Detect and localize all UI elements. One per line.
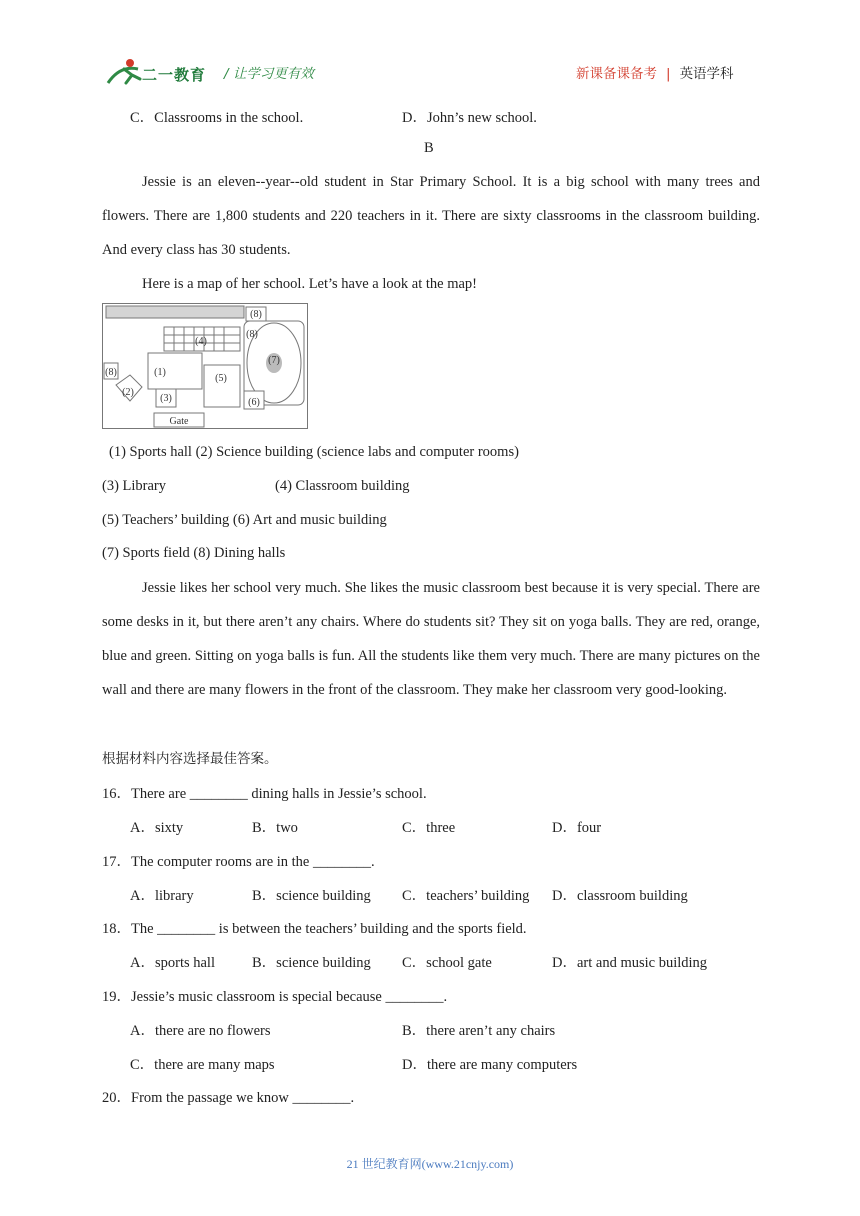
map-label-2: (2) <box>122 387 134 398</box>
header-tagline: 新课备课备考 <box>576 66 657 82</box>
section-label: B <box>424 140 434 156</box>
map-top-strip <box>106 306 244 318</box>
school-map <box>102 303 308 429</box>
q19-option-d: D．there are many computers <box>402 1057 578 1073</box>
instruction: 根据材料内容选择最佳答案。 <box>102 751 278 767</box>
q17-option-d: D．classroom building <box>552 888 688 904</box>
q19-option-c: C．there are many maps <box>130 1057 275 1073</box>
q19-option-b: B．there aren’t any chairs <box>402 1023 556 1039</box>
map-label-4: (4) <box>195 336 207 347</box>
header-right <box>576 62 734 82</box>
question-16-stem: 16．There are ________ dining halls in Jessie’s school. <box>102 786 427 802</box>
prev-option-d: D．John’s new school. <box>402 110 537 126</box>
q18-option-d: D．art and music building <box>552 955 708 971</box>
legend-row-4: (7) Sports field (8) Dining halls <box>102 545 286 561</box>
slogan: / 让学习更有效 <box>224 66 314 82</box>
map-label-8b: (8) <box>246 329 258 340</box>
question-20-stem: 20．From the passage we know ________. <box>102 1090 355 1106</box>
q16-option-a: A．sixty <box>130 820 184 836</box>
q18-option-c: C．school gate <box>402 955 492 971</box>
q17-option-c: C．teachers’ building <box>402 888 530 904</box>
legend-row-3: (5) Teachers’ building (6) Art and music building <box>102 512 387 528</box>
passage-intro: Jessie is an eleven--year--old student in Star Primary School. It is a big school with many trees and flowers. There are 1,800 students and 220 teachers in it. There are sixty classrooms in the classroom building. And every class has 30 students. <box>102 174 760 258</box>
page-footer: 21 世纪教育网(www.21cnjy.com) <box>346 1157 514 1171</box>
question-18-stem: 18．The ________ is between the teachers’ building and the sports field. <box>102 921 527 937</box>
map-label-3: (3) <box>160 393 172 404</box>
map-label-8a: (8) <box>250 309 262 320</box>
q17-option-b: B．science building <box>252 888 371 904</box>
q19-option-a: A．there are no flowers <box>130 1023 271 1039</box>
map-teachers-building <box>204 365 240 407</box>
map-label-gate: Gate <box>169 416 189 427</box>
map-label-5: (5) <box>215 373 227 384</box>
map-label-8c: (8) <box>105 367 117 378</box>
question-17-stem: 17．The computer rooms are in the ________. <box>102 854 375 870</box>
logo-text: 二一教育 <box>142 66 207 84</box>
q16-option-b: B．two <box>252 820 298 836</box>
q18-option-b: B．science building <box>252 955 371 971</box>
passage-map-intro: Here is a map of her school. Let’s have a look at the map! <box>142 276 477 292</box>
q16-option-c: C．three <box>402 820 456 836</box>
q18-option-a: A．sports hall <box>130 955 215 971</box>
prev-option-c: C．Classrooms in the school. <box>130 110 304 126</box>
legend-row-1: (1) Sports hall (2) Science building (science labs and computer rooms) <box>109 444 519 460</box>
q16-option-d: D．four <box>552 820 602 836</box>
header-subject: 英语学科 <box>679 66 734 82</box>
map-label-7: (7) <box>268 355 280 366</box>
passage-music-classroom: Jessie likes her school very much. She likes the music classroom best because it is very special. There are some desks in it, but there aren’t any chairs. Where do students sit? They sit on yoga balls. They are red, orange, blue and green. Sitting on yoga balls is fun. All the students like them very much. There are many pictures on the wall and there are many flowers in the front of the classroom. They make her classroom very good-looking. <box>102 580 760 698</box>
question-19-stem: 19．Jessie’s music classroom is special because ________. <box>102 989 448 1005</box>
legend-row-2a: (3) Library <box>102 478 167 494</box>
q17-option-a: A．library <box>130 888 194 904</box>
map-label-6: (6) <box>248 397 260 408</box>
header-separator: | <box>666 66 671 82</box>
legend-row-2b: (4) Classroom building <box>275 478 410 494</box>
map-label-1: (1) <box>154 367 166 378</box>
